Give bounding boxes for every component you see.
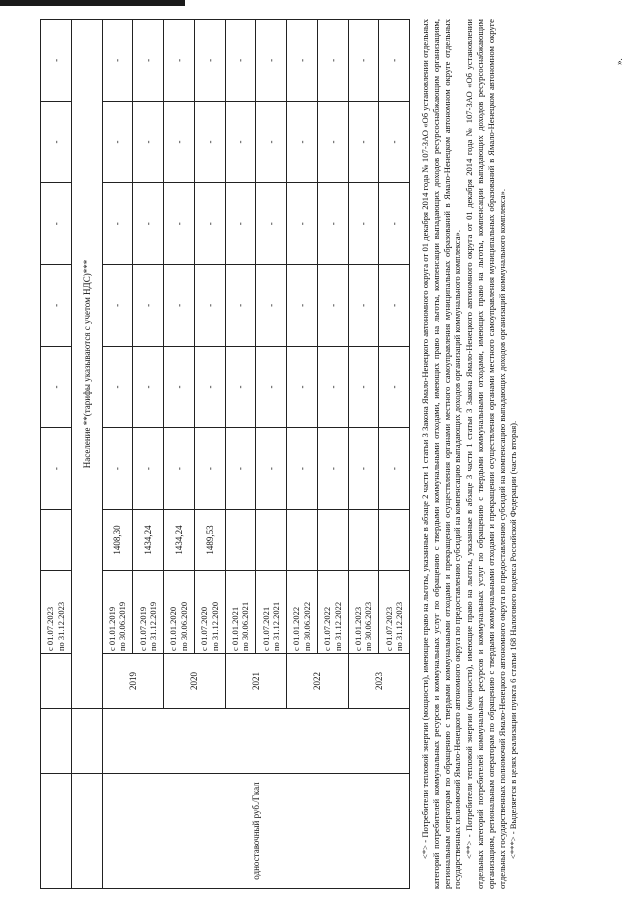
- dash-cell: -: [317, 346, 348, 428]
- value-cell: 1489,53: [194, 510, 225, 571]
- dash-cell: -: [317, 101, 348, 183]
- footnote-3: <***> - Выделяется в целях реализации пункта 6 статьи 168 Налогового кодекса Российской Федерации (часть вторая).: [508, 420, 519, 859]
- year-cell: [41, 654, 72, 709]
- dash-cell: -: [317, 428, 348, 510]
- dash-cell: -: [41, 101, 72, 183]
- dash-cell: -: [41, 20, 72, 102]
- value-cell: [41, 510, 72, 571]
- dash-cell: -: [287, 20, 318, 102]
- year-cell: 2020: [164, 654, 226, 709]
- period-cell: с 01.07.2023 по 31.12.2023: [379, 571, 410, 654]
- dash-cell: -: [133, 101, 164, 183]
- dash-cell: -: [164, 20, 195, 102]
- blank-cell: [102, 709, 410, 774]
- dash-cell: -: [225, 346, 256, 428]
- table-row: [102, 20, 133, 889]
- closing-mark: ».: [614, 58, 624, 65]
- dash-cell: -: [194, 20, 225, 102]
- dash-cell: -: [133, 428, 164, 510]
- dash-cell: -: [133, 183, 164, 265]
- period-cell: с 01.01.2021 по 30.06.2021: [225, 571, 256, 654]
- unit-cell: одноставочный руб./Гкал: [102, 774, 410, 889]
- year-cell: 2022: [287, 654, 349, 709]
- dash-cell: -: [194, 101, 225, 183]
- dash-cell: -: [317, 183, 348, 265]
- blank-cell: [71, 709, 102, 774]
- dash-cell: -: [348, 346, 379, 428]
- blank-cell: [71, 774, 102, 889]
- dash-cell: -: [379, 20, 410, 102]
- dash-cell: -: [287, 428, 318, 510]
- period-cell: с 01.01.2019 по 30.06.2019: [102, 571, 133, 654]
- dash-cell: -: [348, 183, 379, 265]
- dash-cell: -: [256, 20, 287, 102]
- table-row: [41, 20, 72, 889]
- period-cell: с 01.07.2020 по 31.12.2020: [194, 571, 225, 654]
- dash-cell: -: [41, 183, 72, 265]
- dash-cell: -: [225, 428, 256, 510]
- value-cell: [348, 510, 379, 571]
- dash-cell: -: [287, 101, 318, 183]
- value-cell: [287, 510, 318, 571]
- dash-cell: -: [164, 101, 195, 183]
- dash-cell: -: [164, 428, 195, 510]
- dash-cell: -: [102, 428, 133, 510]
- value-cell: 1434,24: [164, 510, 195, 571]
- dash-cell: -: [133, 346, 164, 428]
- dash-cell: -: [287, 346, 318, 428]
- dash-cell: -: [41, 428, 72, 510]
- dash-cell: -: [256, 346, 287, 428]
- dash-cell: -: [256, 183, 287, 265]
- dash-cell: -: [102, 346, 133, 428]
- dash-cell: -: [194, 183, 225, 265]
- dash-cell: -: [102, 101, 133, 183]
- dash-cell: -: [225, 20, 256, 102]
- year-cell: 2023: [348, 654, 410, 709]
- dash-cell: -: [164, 346, 195, 428]
- dash-cell: -: [102, 265, 133, 347]
- dash-cell: -: [225, 265, 256, 347]
- period-cell: с 01.01.2022 по 30.06.2022: [287, 571, 318, 654]
- dash-cell: -: [317, 20, 348, 102]
- dash-cell: -: [348, 20, 379, 102]
- dash-cell: -: [41, 346, 72, 428]
- dash-cell: -: [379, 428, 410, 510]
- dash-cell: -: [194, 428, 225, 510]
- dash-cell: -: [164, 265, 195, 347]
- footnote-2: <**> - Потребители тепловой энергии (мощности), имеющие право на льготы, указанные в абзаце 3 части 1 статьи 3 Закона Ямало-Ненецкого автономного округа от 01 декабря 2014 года № 107-ЗАО «Об установлении отдельных категорий потребителей коммунальных ресурсов и коммунальных услуг по обращению с твердыми коммунальными отходами, имеющих право на льготы, компенсации выпадающих доходов ресурсоснабжающим организациям, региональным операторам по обращению с твердыми коммунальными отходами и прекращении осуществления органами местного самоуправления муниципальных образований в Ямало-Ненецком автономном округе отдельных государственных полномочий Ямало-Ненецкого автономного округа по предоставлению субсидий на компенсацию выпадающих доходов организаций коммунального комплекса».: [464, 19, 507, 889]
- dash-cell: -: [379, 346, 410, 428]
- dash-cell: -: [379, 183, 410, 265]
- value-cell: 1434,24: [133, 510, 164, 571]
- footnote-1: <*> - Потребители тепловой энергии (мощности), имеющие право на льготы, указанные в абзаце 2 части 1 статьи 3 Закона Ямало-Ненецкого автономного округа от 01 декабря 2014 года № 107-ЗАО «Об установлении отдельных категорий потребителей коммунальных ресурсов и коммунальных услуг по обращению с твердыми коммунальными отходами, имеющих право на льготы, компенсации выпадающих доходов ресурсоснабжающим организациям, региональным операторам по обращению с твердыми коммунальными отходами и прекращении осуществления органами местного самоуправления муниципальных образований в Ямало-Ненецком автономном округе отдельных государственных полномочий Ямало-Ненецкого автономного округа по предоставлению субсидий на компенсацию выпадающих доходов организаций коммунального комплекса».: [420, 19, 463, 889]
- value-cell: [379, 510, 410, 571]
- period-cell: с 01.01.2023 по 30.06.2023: [348, 571, 379, 654]
- unit-cell-top: [41, 774, 72, 889]
- section-row: [71, 20, 102, 889]
- period-cell: с 01.07.2023 по 31.12.2023: [41, 571, 72, 654]
- period-cell: с 01.07.2019 по 31.12.2019: [133, 571, 164, 654]
- dash-cell: -: [287, 265, 318, 347]
- value-cell: [317, 510, 348, 571]
- dash-cell: -: [41, 265, 72, 347]
- dash-cell: -: [225, 183, 256, 265]
- dash-cell: -: [102, 20, 133, 102]
- dash-cell: -: [102, 183, 133, 265]
- dash-cell: -: [256, 428, 287, 510]
- dash-cell: -: [256, 101, 287, 183]
- footnotes: [420, 19, 520, 889]
- tariff-table: [40, 19, 410, 889]
- dash-cell: -: [225, 101, 256, 183]
- value-cell: [225, 510, 256, 571]
- dash-cell: -: [133, 20, 164, 102]
- dash-cell: -: [164, 183, 195, 265]
- period-cell: с 01.07.2022 по 31.12.2022: [317, 571, 348, 654]
- dash-cell: -: [194, 265, 225, 347]
- year-cell: 2019: [102, 654, 164, 709]
- value-cell: [256, 510, 287, 571]
- period-cell: с 01.01.2020 по 30.06.2020: [164, 571, 195, 654]
- dash-cell: -: [317, 265, 348, 347]
- dash-cell: -: [348, 101, 379, 183]
- dash-cell: -: [379, 265, 410, 347]
- dash-cell: -: [287, 183, 318, 265]
- dash-cell: -: [256, 265, 287, 347]
- dash-cell: -: [348, 428, 379, 510]
- blank-cell: [41, 709, 72, 774]
- dash-cell: -: [348, 265, 379, 347]
- value-cell: 1408,30: [102, 510, 133, 571]
- dash-cell: -: [133, 265, 164, 347]
- period-cell: с 01.07.2021 по 31.12.2021: [256, 571, 287, 654]
- dash-cell: -: [379, 101, 410, 183]
- section-title: Население **(тарифы указываются с учетом НДС)***: [71, 20, 102, 709]
- year-cell: 2021: [225, 654, 287, 709]
- dash-cell: -: [194, 346, 225, 428]
